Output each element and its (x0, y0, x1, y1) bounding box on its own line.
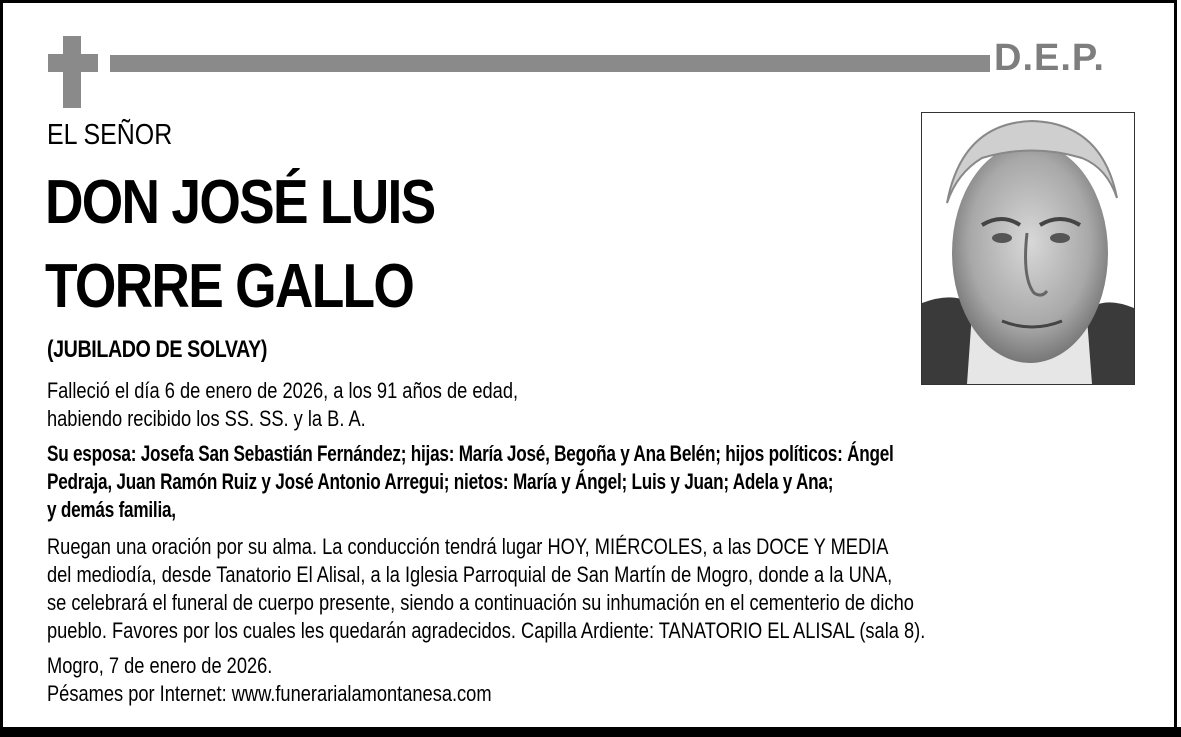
family-line: y demás familia, (47, 497, 176, 522)
ceremony-line: pueblo. Favores por los cuales les quedarán agradecidos. Capilla Ardiente: TANATORIO EL ALISAL (sala 8). (47, 618, 926, 643)
ceremony-line: se celebrará el funeral de cuerpo presente, siendo a continuación su inhumación en el cementerio de dicho (47, 590, 914, 615)
death-line: habiendo recibido los SS. SS. y la B. A. (47, 406, 366, 431)
family-list (47, 440, 894, 524)
family-line: Su esposa: Josefa San Sebastián Fernández; hijas: María José, Begoña y Ana Belén; hijos políticos: Ángel (47, 441, 894, 466)
deceased-name (45, 168, 435, 340)
honorific: EL SEÑOR (47, 119, 173, 151)
condolences-link: Pésames por Internet: www.funerarialamontanesa.com (47, 681, 492, 706)
name-line-1: DON JOSÉ LUIS (45, 168, 435, 237)
cross-icon-arm (48, 54, 98, 72)
portrait-photo (921, 112, 1135, 385)
dep-label: D.E.P. (994, 37, 1105, 79)
portrait-image (922, 113, 1134, 384)
ceremony-line: Ruegan una oración por su alma. La conducción tendrá lugar HOY, MIÉRCOLES, a las DOCE Y MEDIA (47, 534, 889, 559)
name-line-2: TORRE GALLO (45, 252, 414, 321)
death-notice (47, 377, 518, 433)
ceremony-details (47, 533, 925, 645)
cross-icon (63, 36, 81, 108)
place-date: Mogro, 7 de enero de 2026. (47, 653, 273, 678)
ceremony-line: del mediodía, desde Tanatorio El Alisal, a la Iglesia Parroquial de San Martín de Mogro, donde a la UNA, (47, 562, 893, 587)
header-rule (110, 55, 990, 72)
occupation: (JUBILADO DE SOLVAY) (47, 336, 267, 363)
closing (47, 652, 492, 708)
family-line: Pedraja, Juan Ramón Ruiz y José Antonio Arregui; nietos: María y Ángel; Luis y Juan; Adela y Ana; (47, 469, 834, 494)
bottom-border (0, 727, 1181, 737)
death-line: Falleció el día 6 de enero de 2026, a los 91 años de edad, (47, 378, 519, 403)
